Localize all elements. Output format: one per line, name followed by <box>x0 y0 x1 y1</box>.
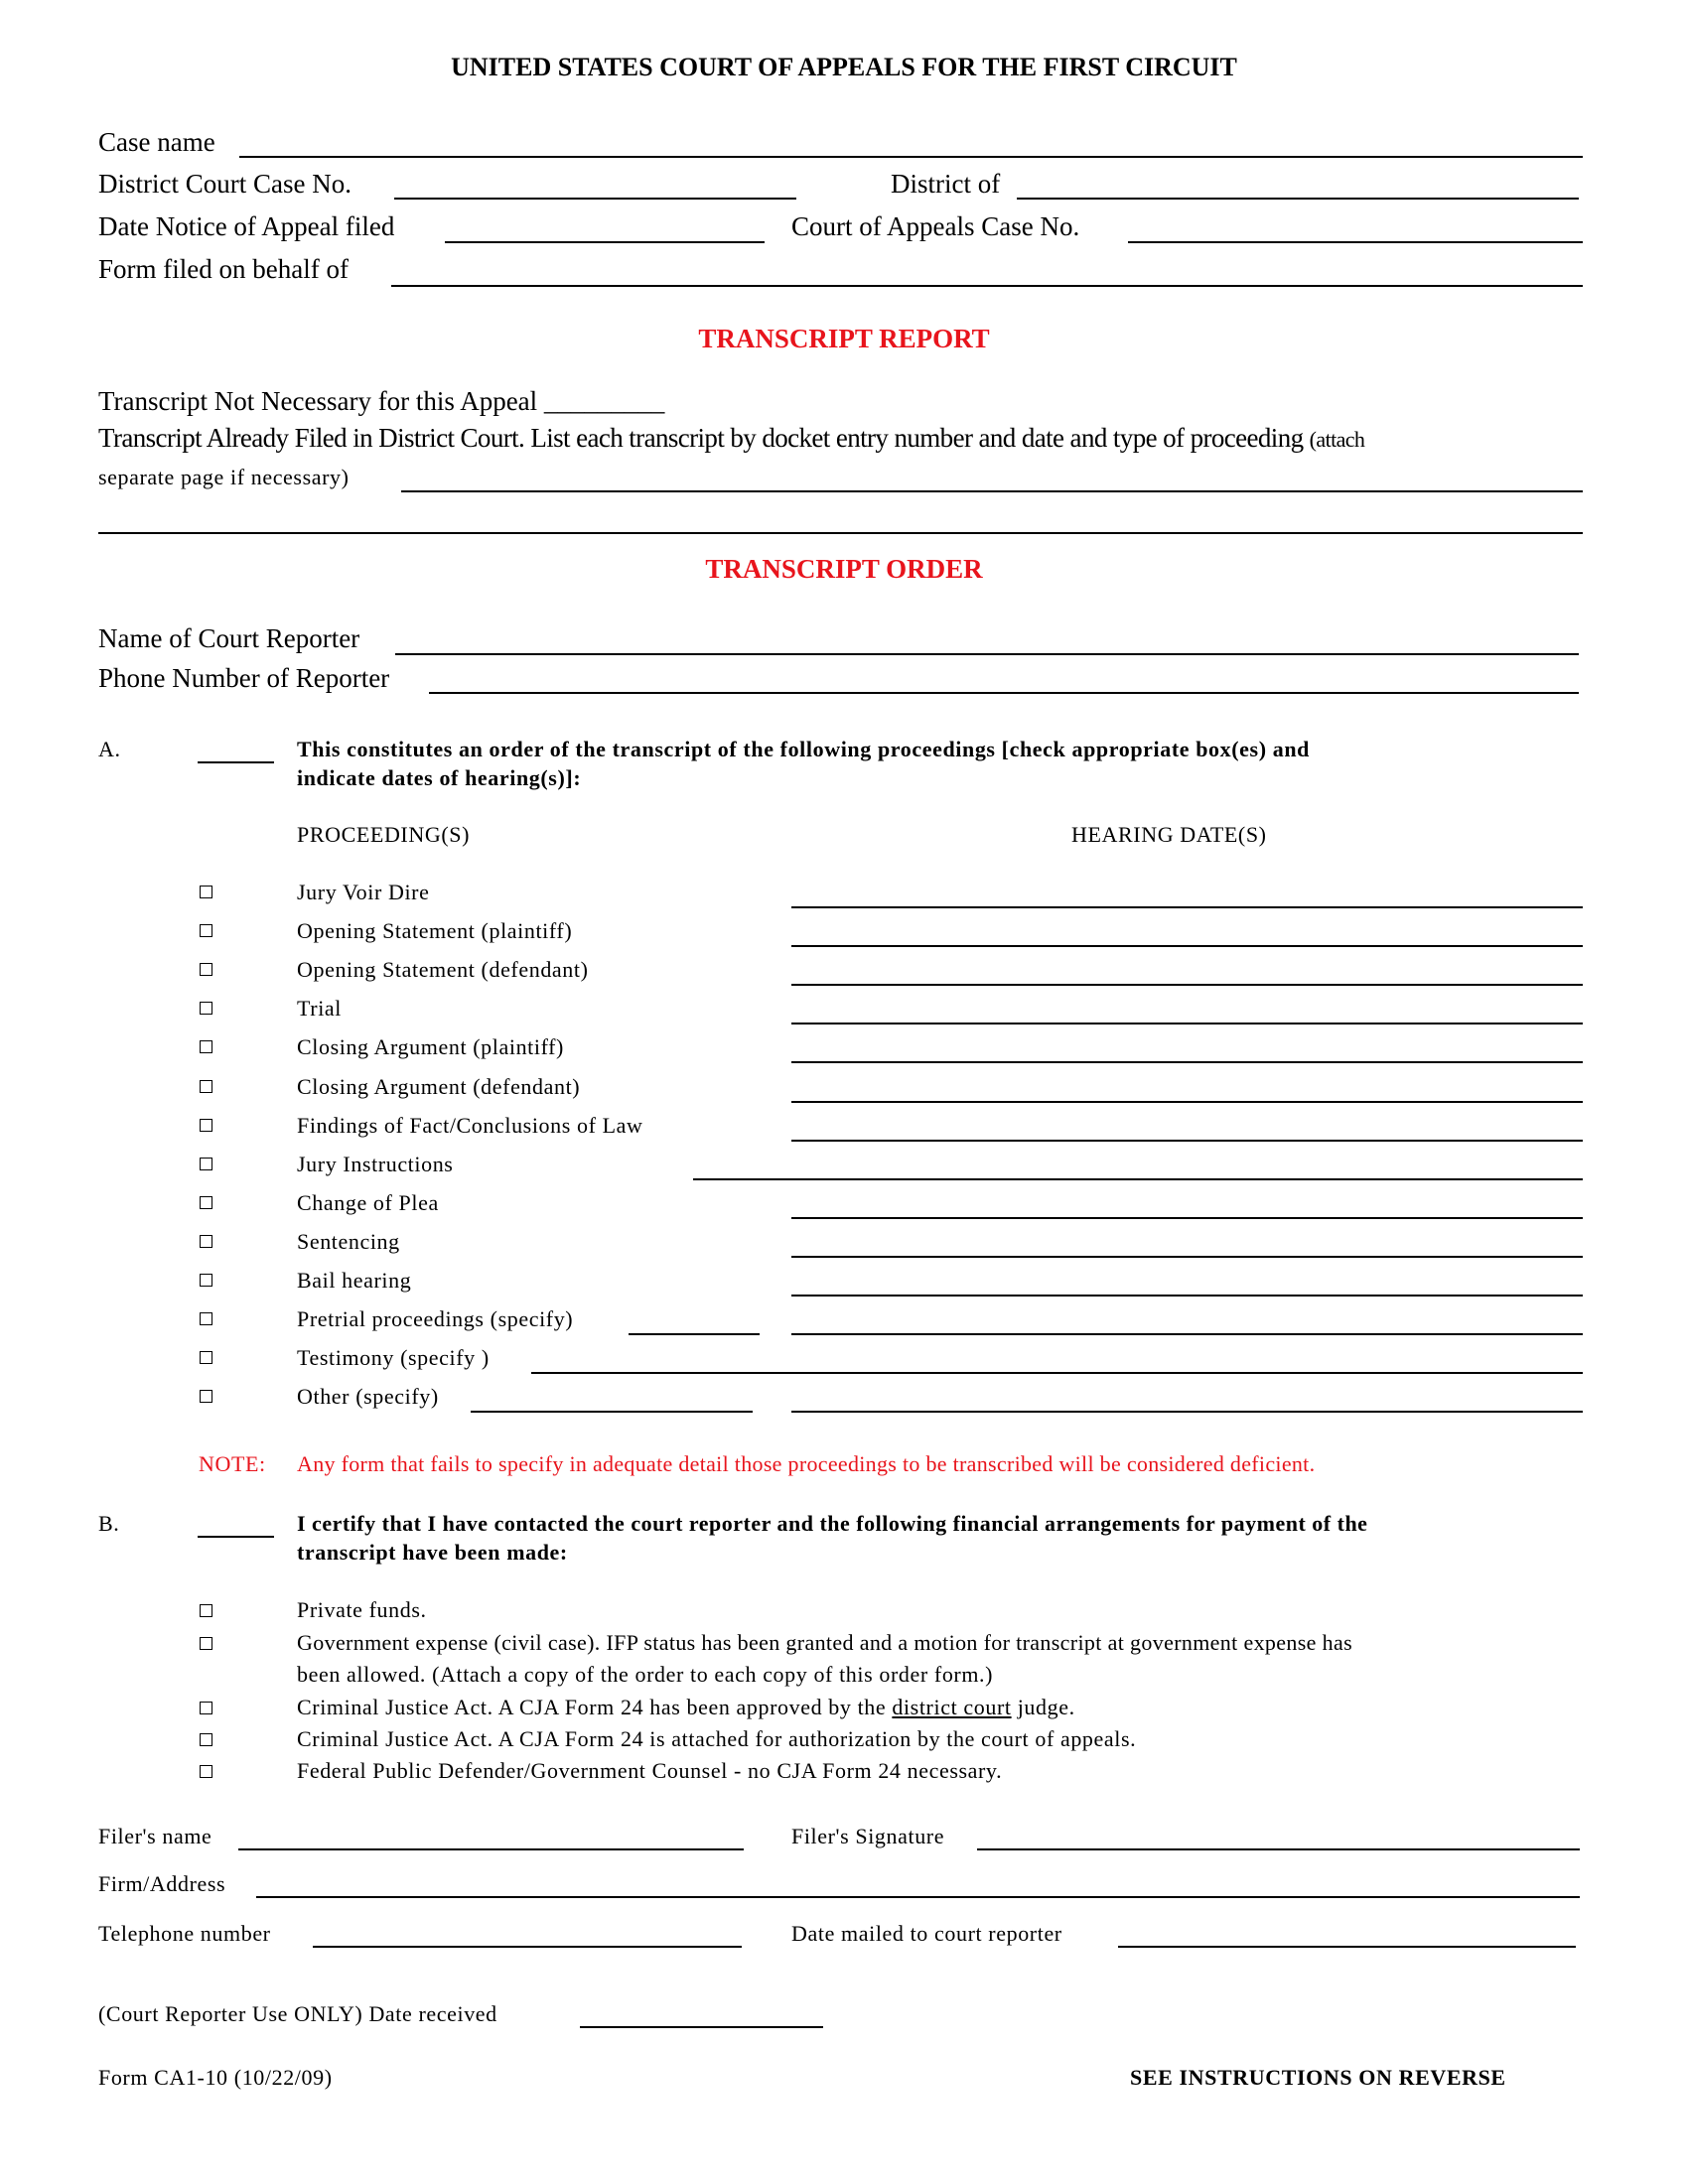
firm-address-label: Firm/Address <box>98 1871 226 1896</box>
proceeding-label: Opening Statement (defendant) <box>297 957 589 983</box>
section-a-line2: indicate dates of hearing(s)]: <box>297 765 582 790</box>
case-name-field[interactable] <box>239 156 1583 158</box>
hearing-date-field[interactable] <box>791 1140 1583 1142</box>
note-text: Any form that fails to specify in adequate detail those proceedings to be transcribed will be considered deficient. <box>297 1451 1316 1476</box>
proceeding-checkbox[interactable] <box>200 1312 212 1325</box>
proceeding-checkbox[interactable] <box>200 1235 212 1248</box>
cja-attached-checkbox[interactable] <box>200 1733 212 1746</box>
specify-field[interactable] <box>629 1333 760 1335</box>
proceeding-checkbox[interactable] <box>200 1080 212 1093</box>
cja-approved-text: Criminal Justice Act. A CJA Form 24 has been approved by the <box>297 1695 893 1719</box>
reporter-name-field[interactable] <box>395 653 1579 655</box>
proceeding-checkbox[interactable] <box>200 1040 212 1053</box>
reporter-use-label: (Court Reporter Use ONLY) Date received <box>98 2001 497 2026</box>
proceeding-label: Findings of Fact/Conclusions of Law <box>297 1112 643 1138</box>
private-funds-checkbox[interactable] <box>200 1604 212 1617</box>
section-a-line1: This constitutes an order of the transcript of the following proceedings [check appropriate box(es) and <box>297 737 1311 761</box>
proceeding-checkbox[interactable] <box>200 886 212 898</box>
date-received-field[interactable] <box>580 2026 823 2028</box>
form-id: Form CA1-10 (10/22/09) <box>98 2065 333 2090</box>
already-filed-field[interactable] <box>401 490 1583 492</box>
proceeding-checkbox[interactable] <box>200 1158 212 1170</box>
firm-address-field[interactable] <box>256 1896 1580 1898</box>
already-filed-field-2[interactable] <box>98 532 1583 534</box>
specify-field[interactable] <box>471 1411 753 1413</box>
date-notice-label: Date Notice of Appeal filed <box>98 211 395 241</box>
filer-signature-field[interactable] <box>977 1848 1580 1850</box>
proceeding-checkbox[interactable] <box>200 1196 212 1209</box>
proceeding-label: Jury Instructions <box>297 1151 454 1176</box>
hearing-date-field[interactable] <box>791 945 1583 947</box>
cja-approved-text-end: judge. <box>1011 1695 1075 1719</box>
attach-label: (attach <box>1309 427 1365 452</box>
proceeding-checkbox[interactable] <box>200 1274 212 1287</box>
behalf-label: Form filed on behalf of <box>98 254 349 284</box>
appeals-case-no-field[interactable] <box>1128 241 1583 243</box>
telephone-field[interactable] <box>313 1946 742 1948</box>
proceeding-label: Change of Plea <box>297 1189 439 1215</box>
section-b-letter: B. <box>98 1511 120 1536</box>
already-filed-label: Transcript Already Filed in District Court. List each transcript by docket entry number and date and type of proceeding <box>98 423 1304 453</box>
behalf-field[interactable] <box>391 285 1583 287</box>
instructions-note: SEE INSTRUCTIONS ON REVERSE <box>1130 2065 1506 2090</box>
private-funds-label: Private funds. <box>297 1597 427 1622</box>
col-dates: HEARING DATE(S) <box>1071 822 1267 847</box>
report-heading: TRANSCRIPT REPORT <box>698 324 990 353</box>
date-notice-field[interactable] <box>445 241 765 243</box>
hearing-date-field[interactable] <box>791 1101 1583 1103</box>
not-necessary-item[interactable]: Transcript Not Necessary for this Appeal _________ <box>98 386 665 416</box>
filer-name-label: Filer's name <box>98 1824 212 1848</box>
hearing-date-field[interactable] <box>693 1178 1583 1180</box>
district-of-label: District of <box>891 169 1001 199</box>
section-a-letter: A. <box>98 737 121 761</box>
note-label: NOTE: <box>199 1451 266 1476</box>
section-b-line2: transcript have been made: <box>297 1540 568 1565</box>
hearing-date-field[interactable] <box>791 1411 1583 1413</box>
section-b-check-field[interactable] <box>198 1536 274 1538</box>
hearing-date-field[interactable] <box>791 1061 1583 1063</box>
reporter-phone-label: Phone Number of Reporter <box>98 663 390 693</box>
proceeding-checkbox[interactable] <box>200 924 212 937</box>
hearing-date-field[interactable] <box>791 1023 1583 1024</box>
proceeding-label: Pretrial proceedings (specify) <box>297 1306 574 1332</box>
proceeding-checkbox[interactable] <box>200 963 212 976</box>
cja-attached-label: Criminal Justice Act. A CJA Form 24 is attached for authorization by the court of appeals. <box>297 1726 1137 1751</box>
hearing-date-field[interactable] <box>791 906 1583 908</box>
proceeding-label: Opening Statement (plaintiff) <box>297 918 573 944</box>
proceeding-checkbox[interactable] <box>200 1119 212 1132</box>
section-a-check-field[interactable] <box>198 761 274 763</box>
separate-page-label: separate page if necessary) <box>98 465 350 489</box>
specify-field[interactable] <box>531 1372 1583 1374</box>
district-case-no-field[interactable] <box>394 198 796 200</box>
case-name-label: Case name <box>98 127 215 157</box>
district-case-no-label: District Court Case No. <box>98 169 352 199</box>
date-mailed-field[interactable] <box>1118 1946 1576 1948</box>
telephone-label: Telephone number <box>98 1921 271 1946</box>
gov-expense-checkbox[interactable] <box>200 1637 212 1650</box>
filer-name-field[interactable] <box>238 1848 744 1850</box>
gov-expense-label: Government expense (civil case). IFP status has been granted and a motion for transcript at government expense has <box>297 1630 1352 1655</box>
reporter-phone-field[interactable] <box>429 692 1579 694</box>
proceeding-label: Trial <box>297 996 342 1022</box>
hearing-date-field[interactable] <box>791 1295 1583 1297</box>
filer-signature-label: Filer's Signature <box>791 1824 945 1848</box>
fpd-checkbox[interactable] <box>200 1765 212 1778</box>
cja-approved-checkbox[interactable] <box>200 1702 212 1714</box>
court-title: UNITED STATES COURT OF APPEALS FOR THE FIRST CIRCUIT <box>451 53 1237 81</box>
proceeding-checkbox[interactable] <box>200 1351 212 1364</box>
hearing-date-field[interactable] <box>791 1217 1583 1219</box>
proceeding-label: Jury Voir Dire <box>297 880 430 904</box>
proceeding-label: Other (specify) <box>297 1384 439 1410</box>
district-of-field[interactable] <box>1017 198 1579 200</box>
proceeding-label: Closing Argument (defendant) <box>297 1073 581 1099</box>
proceeding-label: Testimony (specify ) <box>297 1345 490 1371</box>
hearing-date-field[interactable] <box>791 1333 1583 1335</box>
hearing-date-field[interactable] <box>791 984 1583 986</box>
proceeding-label: Closing Argument (plaintiff) <box>297 1034 564 1060</box>
proceeding-label: Bail hearing <box>297 1268 412 1293</box>
district-court-underlined: district court <box>892 1695 1012 1719</box>
gov-expense-label-2: been allowed. (Attach a copy of the order to each copy of this order form.) <box>297 1662 994 1687</box>
appeals-case-no-label: Court of Appeals Case No. <box>791 211 1080 241</box>
cja-approved-label <box>297 1697 1075 1718</box>
hearing-date-field[interactable] <box>791 1256 1583 1258</box>
proceeding-checkbox[interactable] <box>200 1002 212 1015</box>
proceeding-label: Sentencing <box>297 1228 400 1254</box>
reporter-name-label: Name of Court Reporter <box>98 623 360 653</box>
col-proceedings: PROCEEDING(S) <box>297 822 471 847</box>
section-b-line1: I certify that I have contacted the court reporter and the following financial arrangements for payment of the <box>297 1511 1368 1536</box>
proceeding-checkbox[interactable] <box>200 1390 212 1403</box>
already-filed-text <box>98 425 1364 452</box>
date-mailed-label: Date mailed to court reporter <box>791 1921 1062 1946</box>
order-heading: TRANSCRIPT ORDER <box>705 554 983 584</box>
fpd-label: Federal Public Defender/Government Counsel - no CJA Form 24 necessary. <box>297 1758 1003 1783</box>
